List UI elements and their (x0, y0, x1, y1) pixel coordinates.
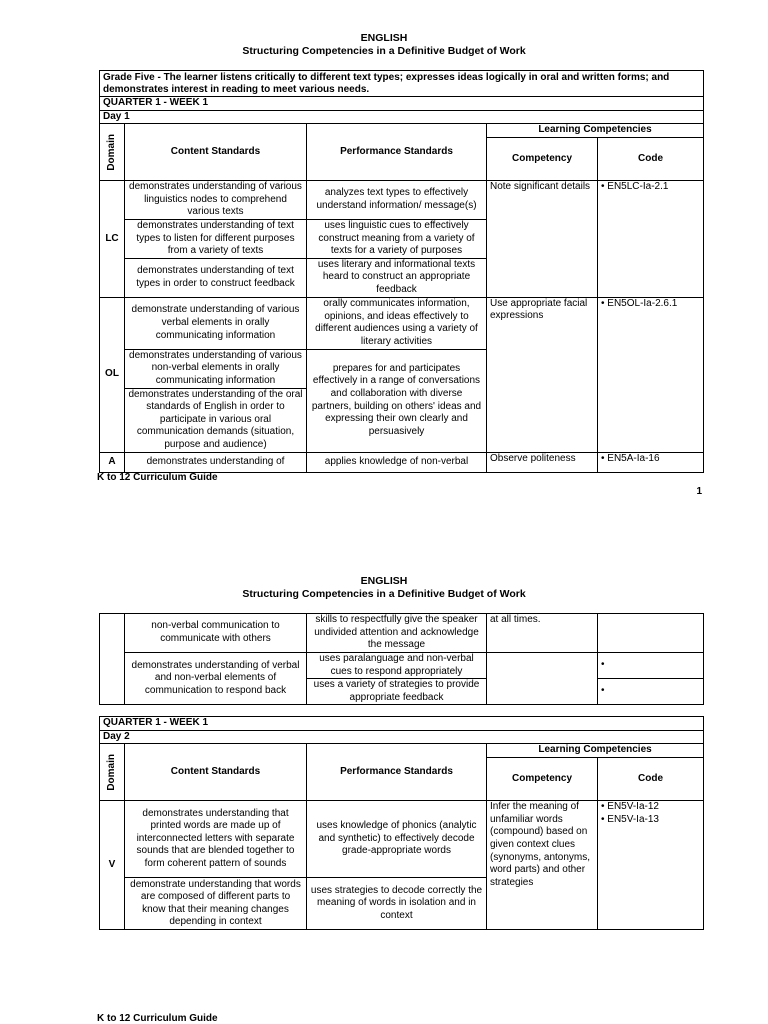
page2-day2-table (99, 716, 704, 930)
domain-a: A (100, 452, 125, 472)
code-item: • EN5A-Ia-16 (601, 453, 700, 466)
page1-title: Structuring Competencies in a Definitive Budget of Work (242, 45, 526, 57)
code-header: Code (598, 138, 704, 181)
content-cell: demonstrate understanding that words are composed of different parts to know that their meaning changes depending in context (125, 878, 307, 930)
content-cell: demonstrates understanding of various non-verbal elements in orally communicating information (125, 349, 307, 388)
performance-cell: analyzes text types to effectively understand information/ message(s) (307, 181, 487, 220)
day-label: Day 2 (100, 730, 704, 744)
content-cell: non-verbal communication to communicate with others (125, 614, 307, 653)
page1-subject: ENGLISH (360, 32, 408, 44)
competency-cell: Observe politeness (487, 452, 598, 472)
code-cell (598, 297, 704, 452)
competency-cell: at all times. (487, 614, 598, 653)
performance-cell: uses strategies to decode correctly the meaning of words in isolation and in context (307, 878, 487, 930)
domain-lc: LC (100, 181, 125, 298)
page2-title: Structuring Competencies in a Definitive Budget of Work (242, 588, 526, 600)
domain-header: Domain (100, 124, 125, 181)
code-cell (598, 653, 704, 679)
code-cell (598, 679, 704, 705)
page2-footer: K to 12 Curriculum Guide (97, 1013, 218, 1024)
code-item: • EN5V-Ia-12 (601, 801, 700, 814)
content-cell: demonstrates understanding of text types to listen for different purposes from a variety of texts (125, 219, 307, 258)
content-cell: demonstrates understanding that printed words are made up of interconnected letters with separate sounds that are blended together to form coherent pattern of sounds (125, 801, 307, 878)
quarter-label: QUARTER 1 - WEEK 1 (100, 717, 704, 731)
performance-cell: uses linguistic cues to effectively construct meaning from a variety of texts for a variety of purposes (307, 219, 487, 258)
competency-cell: Use appropriate facial expressions (487, 297, 598, 452)
page1-table (99, 70, 704, 473)
domain-v: V (100, 801, 125, 930)
performance-cell: uses literary and informational texts heard to construct an appropriate feedback (307, 258, 487, 297)
performance-cell: orally communicates information, opinions, and ideas effectively to different audiences using a variety of literary activities (307, 297, 487, 349)
code-item: • EN5V-Ia-13 (601, 814, 700, 827)
grade-statement: Grade Five - The learner listens critically to different text types; expresses ideas logically in oral and written forms; and demonstrates interest in reading to meet various needs. (100, 71, 704, 97)
domain-cell-empty (100, 614, 125, 705)
performance-cell: uses knowledge of phonics (analytic and synthetic) to effectively decode grade-appropriate words (307, 801, 487, 878)
content-cell: demonstrates understanding of various linguistics nodes to comprehend various texts (125, 181, 307, 220)
competency-cell: Infer the meaning of unfamiliar words (compound) based on given context clues (synonyms, antonyms, word parts) and other strategies (487, 801, 598, 930)
performance-cell: applies knowledge of non-verbal (307, 452, 487, 472)
learning-competencies-header: Learning Competencies (487, 124, 704, 138)
content-standards-header: Content Standards (125, 744, 307, 801)
performance-cell: prepares for and participates effectively in a range of conversations and collaboration with diverse partners, building on others' ideas and expressing their own clearly and persuasively (307, 349, 487, 452)
content-cell: demonstrates understanding of (125, 452, 307, 472)
page1-footer: K to 12 Curriculum Guide (97, 472, 218, 483)
content-cell: demonstrates understanding of verbal and non-verbal elements of communication to respond back (125, 653, 307, 705)
content-standards-header: Content Standards (125, 124, 307, 181)
performance-cell: uses a variety of strategies to provide appropriate feedback (307, 679, 487, 705)
code-item (601, 685, 700, 698)
competency-header: Competency (487, 138, 598, 181)
domain-header: Domain (100, 744, 125, 801)
page-number: 1 (696, 486, 702, 497)
learning-competencies-header: Learning Competencies (487, 744, 704, 758)
day-label: Day 1 (100, 110, 704, 124)
code-item: • EN5OL-Ia-2.6.1 (601, 298, 700, 311)
domain-ol: OL (100, 297, 125, 452)
performance-cell: uses paralanguage and non-verbal cues to respond appropriately (307, 653, 487, 679)
content-cell: demonstrates understanding of text types in order to construct feedback (125, 258, 307, 297)
competency-cell (487, 653, 598, 705)
performance-standards-header: Performance Standards (307, 124, 487, 181)
code-cell (598, 452, 704, 472)
page2-continuation-table (99, 613, 704, 705)
competency-header: Competency (487, 758, 598, 801)
code-cell (598, 801, 704, 930)
code-cell (598, 614, 704, 653)
performance-standards-header: Performance Standards (307, 744, 487, 801)
performance-cell: skills to respectfully give the speaker undivided attention and acknowledge the message (307, 614, 487, 653)
competency-cell: Note significant details (487, 181, 598, 298)
code-item: • EN5LC-Ia-2.1 (601, 181, 700, 194)
code-item (601, 659, 700, 672)
code-cell (598, 181, 704, 298)
code-header: Code (598, 758, 704, 801)
content-cell: demonstrate understanding of various verbal elements in orally communicating information (125, 297, 307, 349)
quarter-label: QUARTER 1 - WEEK 1 (100, 97, 704, 111)
content-cell: demonstrates understanding of the oral standards of English in order to participate in various oral communication demands (situation, purpose and audience) (125, 388, 307, 452)
page2-subject: ENGLISH (360, 575, 408, 587)
